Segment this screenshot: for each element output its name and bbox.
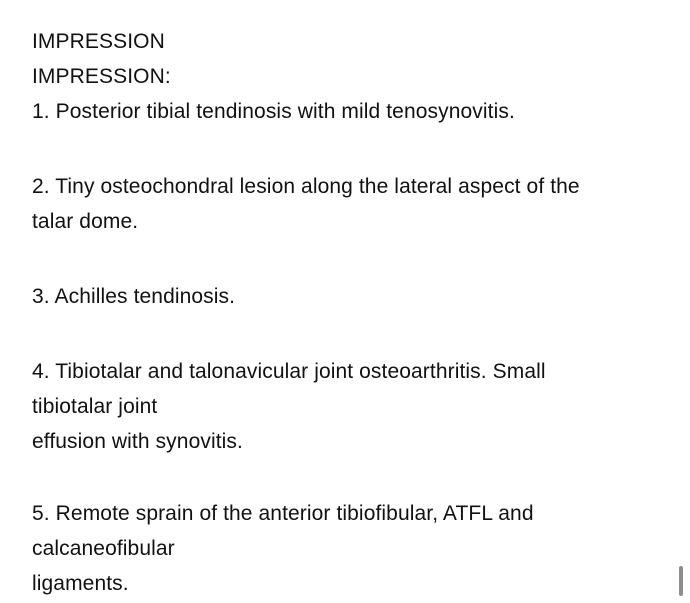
paragraph-spacer bbox=[32, 129, 672, 169]
vertical-scrollbar[interactable] bbox=[679, 566, 683, 596]
impression-item-2 bbox=[32, 169, 672, 239]
paragraph-spacer bbox=[32, 239, 672, 279]
impression-item-3 bbox=[32, 279, 672, 314]
impression-item-5-line-3: ligaments. bbox=[32, 572, 129, 595]
impression-item-4-line-3: effusion with synovitis. bbox=[32, 430, 243, 453]
impression-item-4-line-2: tibiotalar joint bbox=[32, 395, 158, 418]
paragraph-spacer bbox=[32, 314, 672, 354]
impression-item-4-line-1: 4. Tibiotalar and talonavicular joint osteoarthritis. Small bbox=[32, 360, 546, 383]
impression-item-5-line-1: 5. Remote sprain of the anterior tibiofibular, ATFL and bbox=[32, 502, 534, 525]
paragraph-spacer bbox=[32, 459, 672, 496]
report-impression-section bbox=[32, 24, 672, 601]
impression-item-1 bbox=[32, 94, 672, 129]
impression-item-2-line-1: 2. Tiny osteochondral lesion along the lateral aspect of the bbox=[32, 175, 580, 198]
impression-item-5 bbox=[32, 496, 672, 601]
impression-item-1-line-1: 1. Posterior tibial tendinosis with mild tenosynovitis. bbox=[32, 100, 515, 123]
impression-item-4 bbox=[32, 354, 672, 459]
section-subheading: IMPRESSION: bbox=[32, 65, 171, 88]
section-heading: IMPRESSION bbox=[32, 30, 165, 53]
impression-item-5-line-2: calcaneofibular bbox=[32, 537, 175, 560]
impression-item-3-line-1: 3. Achilles tendinosis. bbox=[32, 285, 236, 308]
impression-item-2-line-2: talar dome. bbox=[32, 210, 139, 233]
